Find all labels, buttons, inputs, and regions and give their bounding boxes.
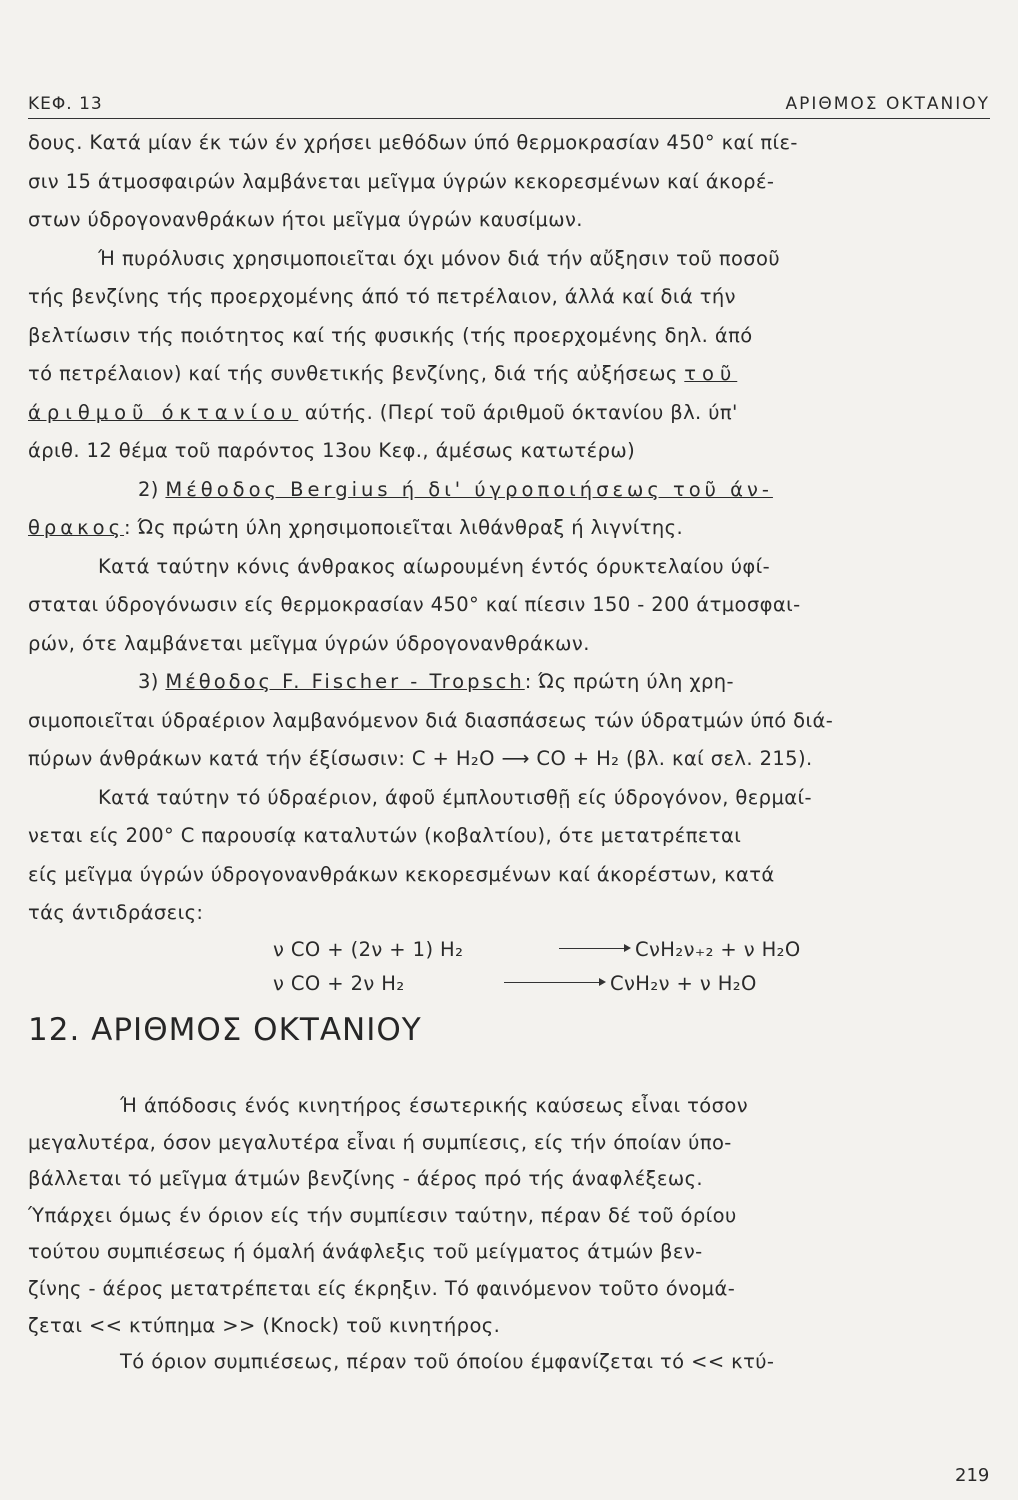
item-number: 2) (138, 477, 166, 501)
text-span: : Ώς πρώτη ύλη χρησιμοποιεῖται λιθάνθραξ ή λιγνίτης. (124, 516, 684, 539)
text-line (28, 509, 990, 548)
method-title: Μέθοδος F. Fischer - Tropsch (165, 670, 525, 693)
text-line: τής βενζίνης τής προερχομένης άπό τό πετρέλαιον, άλλά καί διά τήν (28, 285, 736, 308)
equation-left: ν CO + 2ν H₂ (273, 971, 405, 995)
text-line: Ύπάρχει όμως έν όριον είς τήν συμπίεσιν ταύτην, πέραν δέ τοῦ όρίου (28, 1203, 737, 1227)
main-text (28, 124, 990, 1001)
text-line: δους. Κατά μίαν έκ τών έν χρήσει μεθόδων ύπό θερμοκρασίαν 450° καί πίε- (28, 131, 798, 154)
emphasis-text: άριθμοῦ όκτανίου (28, 400, 299, 424)
text-line: βάλλεται τό μεῖγμα άτμών βενζίνης - άέρος πρό τής άναφλέξεως. (28, 1167, 704, 1191)
text-line: σιμοποιεῖται ύδραέριον λαμβανόμενον διά διασπάσεως τών ύδρατμών ύπό διά- (28, 708, 834, 732)
text-line: τούτου συμπιέσεως ή όμαλή άνάφλεξις τοῦ μείγματος άτμών βεν- (28, 1240, 703, 1264)
item-number: 3) (138, 670, 166, 693)
text-line: Ή πυρόλυσις χρησιμοποιεῖται όχι μόνον διά τήν αὔξησιν τοῦ ποσοῦ (98, 246, 781, 270)
method-title: θρακος (28, 516, 125, 539)
text-line: τάς άντιδράσεις: (28, 901, 204, 924)
text-line: Κατά ταύτην κόνις άνθρακος αίωρουμένη έντός όρυκτελαίου ύφί- (98, 554, 771, 578)
text-line: νεται είς 200° C παρουσίᾳ καταλυτών (κοβαλτίου), ότε μετατρέπεται (28, 824, 742, 847)
arrow-icon (559, 948, 629, 949)
text-line: είς μεῖγμα ύγρών ύδρογονανθράκων κεκορεσμένων καί άκορέστων, κατά (28, 862, 775, 886)
page-number: 219 (955, 1465, 990, 1486)
text-span: : Ώς πρώτη ύλη χρη- (524, 670, 734, 693)
text-line: Τό όριον συμπιέσεως, πέραν τοῦ όποίου έμφανίζεται τό << κτύ- (120, 1350, 775, 1374)
section-title: 12. ΑΡΙΘΜΟΣ ΟΚΤΑΝΙΟΥ (28, 1012, 422, 1048)
text-line: πύρων άνθράκων κατά τήν έξίσωσιν: C + H₂O ⟶ CO + H₂ (βλ. καί σελ. 215). (28, 747, 813, 770)
text-span: αύτής. (Περί τοῦ άριθμοῦ όκτανίου βλ. ύπ' (298, 400, 738, 424)
text-line (28, 355, 990, 394)
method-heading (28, 663, 990, 702)
text-span: τό πετρέλαιον) καί τής συνθετικής βενζίνης, διά τής αὐξήσεως (28, 362, 685, 385)
equation-right: CνH₂ν + ν H₂O (610, 971, 757, 995)
text-line: μεγαλυτέρα, όσον μεγαλυτέρα εἶναι ή συμπίεσις, είς τήν όποίαν ύπο- (28, 1130, 732, 1154)
header-title: ΑΡΙΘΜΟΣ ΟΚΤΑΝΙΟΥ (785, 94, 990, 114)
equation-2 (28, 967, 990, 1001)
method-title: Μέθοδος Bergius ή δι' ύγροποιήσεως τοῦ άν- (165, 477, 773, 501)
arrow-icon (504, 982, 604, 983)
text-line: ρών, ότε λαμβάνεται μεῖγμα ύγρών ύδρογονανθράκων. (28, 631, 590, 655)
text-line: σταται ύδρογόνωσιν είς θερμοκρασίαν 450° καί πίεσιν 150 - 200 άτμοσφαι- (28, 593, 801, 616)
text-line: βελτίωσιν τής ποιότητος καί τής φυσικής (τής προερχομένης δηλ. άπό (28, 323, 753, 347)
text-line: άριθ. 12 θέμα τοῦ παρόντος 13ου Κεφ., άμέσως κατωτέρω) (28, 439, 636, 462)
text-line: στων ύδρογονανθράκων ήτοι μεῖγμα ύγρών καυσίμων. (28, 208, 583, 231)
text-line: Ή άπόδοσις ένός κινητήρος έσωτερικής καύσεως εἶναι τόσον (120, 1094, 748, 1117)
running-header (28, 92, 990, 119)
method-heading (28, 471, 990, 510)
equation-right: CνH₂ν₊₂ + ν H₂O (635, 937, 801, 961)
text-line: σιν 15 άτμοσφαιρών λαμβάνεται μεῖγμα ύγρών κεκορεσμένων καί άκορέ- (28, 169, 775, 193)
text-line: ζεται << κτύπημα >> (Knock) τοῦ κινητήρος. (28, 1313, 501, 1337)
equation-1 (28, 933, 990, 967)
text-line: Κατά ταύτην τό ύδραέριον, άφοῦ έμπλουτισθῇ είς ύδρογόνον, θερμαί- (98, 785, 812, 809)
emphasis-text: τοῦ (684, 362, 738, 385)
chapter-label: ΚΕΦ. 13 (28, 94, 103, 114)
text-line (28, 394, 990, 433)
text-line: ζίνης - άέρος μετατρέπεται είς έκρηξιν. Τό φαινόμενον τοῦτο όνομά- (28, 1276, 736, 1300)
equation-left: ν CO + (2ν + 1) H₂ (273, 937, 464, 961)
section-text (28, 1088, 990, 1381)
